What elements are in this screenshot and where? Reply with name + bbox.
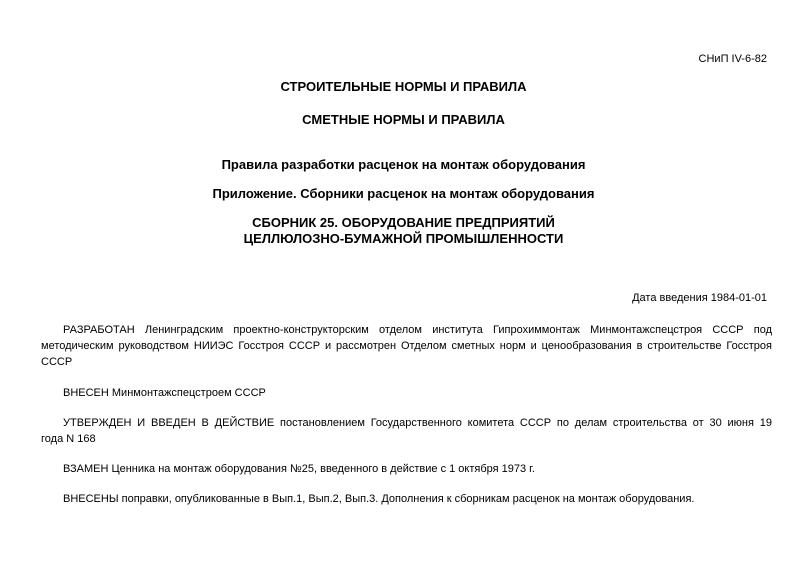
title-sub: СМЕТНЫЕ НОРМЫ И ПРАВИЛА — [302, 112, 505, 127]
collection-title-line1: СБОРНИК 25. ОБОРУДОВАНИЕ ПРЕДПРИЯТИЙ — [252, 215, 555, 230]
developed-line1: РАЗРАБОТАН Ленинградским проектно-конструкторским отделом института Гипрохиммонтаж Минмонтажспецстроя СССР под — [63, 324, 772, 336]
paragraph-introduced — [41, 385, 772, 401]
developed-line3: СССР — [41, 356, 73, 368]
collection-title-line2: ЦЕЛЛЮЛОЗНО-БУМАЖНОЙ ПРОМЫШЛЕННОСТИ — [243, 231, 564, 246]
paragraph-developed — [41, 322, 772, 370]
title-main: СТРОИТЕЛЬНЫЕ НОРМЫ И ПРАВИЛА — [280, 79, 527, 94]
replaces-text: ВЗАМЕН Ценника на монтаж оборудования №25, введенного в действие с 1 октября 1973 г. — [63, 463, 535, 475]
paragraph-approved — [41, 415, 772, 447]
developed-line2: методическим руководством НИИЭС Госстроя СССР и рассмотрен Отделом сметных норм и ценообразования в строительстве Госстроя — [41, 340, 772, 352]
approved-line2: года N 168 — [41, 433, 96, 445]
introduced-text: ВНЕСЕН Минмонтажспецстроем СССР — [63, 387, 266, 399]
paragraph-amendments — [41, 491, 772, 507]
effective-date: Дата введения 1984-01-01 — [632, 292, 767, 304]
collection-title — [0, 215, 807, 247]
document-code: СНиП IV-6-82 — [698, 53, 767, 65]
appendix-title: Приложение. Сборники расценок на монтаж оборудования — [212, 186, 595, 201]
rules-title: Правила разработки расценок на монтаж оборудования — [221, 157, 586, 172]
paragraph-replaces — [41, 461, 772, 477]
amendments-text: ВНЕСЕНЫ поправки, опубликованные в Вып.1, Вып.2, Вып.3. Дополнения к сборникам расценок на монтаж оборудования. — [63, 493, 695, 505]
approved-line1: УТВЕРЖДЕН И ВВЕДЕН В ДЕЙСТВИЕ постановлением Государственного комитета СССР по делам строительства от 30 июня 19 — [63, 417, 772, 429]
